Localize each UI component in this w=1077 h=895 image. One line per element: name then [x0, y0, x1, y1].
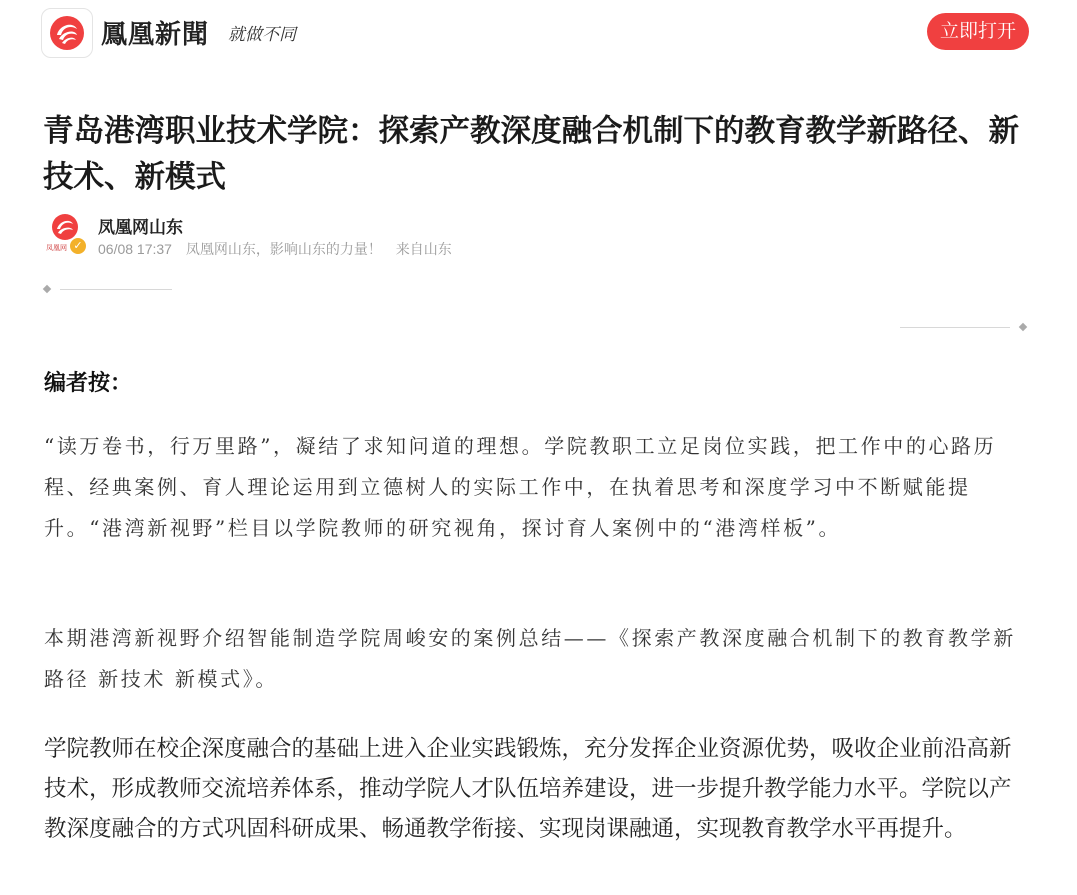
brand-name: 鳳凰新聞 — [101, 20, 210, 50]
publish-date: 06/08 17:37 — [98, 241, 172, 257]
editor-paragraph: “读万卷书，行万里路”，凝结了求知问道的理想。学院教职工立足岗位实践，把工作中的心路历程、经典案例、育人理论运用到立德树人的实际工作中，在执着思考和深度学习中不断赋能提升。“港湾新视野”栏目以学院教师的研究视角，探讨育人案例中的“港湾样板”。 — [44, 434, 997, 540]
body-paragraph: 学院教师在校企深度融合的基础上进入企业实践锻炼，充分发挥企业资源优势，吸收企业前沿高新技术，形成教师交流培养体系，推动学院人才队伍培养建设，进一步提升教学能力水平。学院以产教深度融合的方式巩固科研成果、畅通教学衔接、实现岗课融通，实现教育教学水平再提升。 — [44, 736, 1012, 841]
editor-paragraph: 本期港湾新视野介绍智能制造学院周峻安的案例总结——《探索产教深度融合机制下的教育教学新路径 新技术 新模式》。 — [44, 626, 1016, 691]
section-divider-left — [44, 284, 172, 294]
verified-badge-icon: ✓ — [69, 237, 87, 255]
editor-note-heading: 编者按： — [44, 370, 133, 395]
top-bar — [0, 0, 1077, 64]
section-divider-right — [900, 322, 1030, 332]
author-name[interactable]: 凤凰网山东 — [98, 218, 183, 237]
article-title: 青岛港湾职业技术学院：探索产教深度融合机制下的教育教学新路径、新技术、新模式 — [43, 114, 1019, 194]
author-meta — [98, 239, 462, 259]
app-logo[interactable] — [41, 8, 93, 58]
phoenix-logo-icon — [49, 15, 85, 51]
brand-slogan: 就做不同 — [228, 25, 296, 45]
author-bio: 凤凰网山东，影响山东的力量！ — [185, 241, 382, 257]
source-location: 来自山东 — [395, 241, 452, 257]
avatar-caption: 凤凰网 — [46, 245, 67, 252]
open-app-button[interactable]: 立即打开 — [927, 13, 1029, 50]
